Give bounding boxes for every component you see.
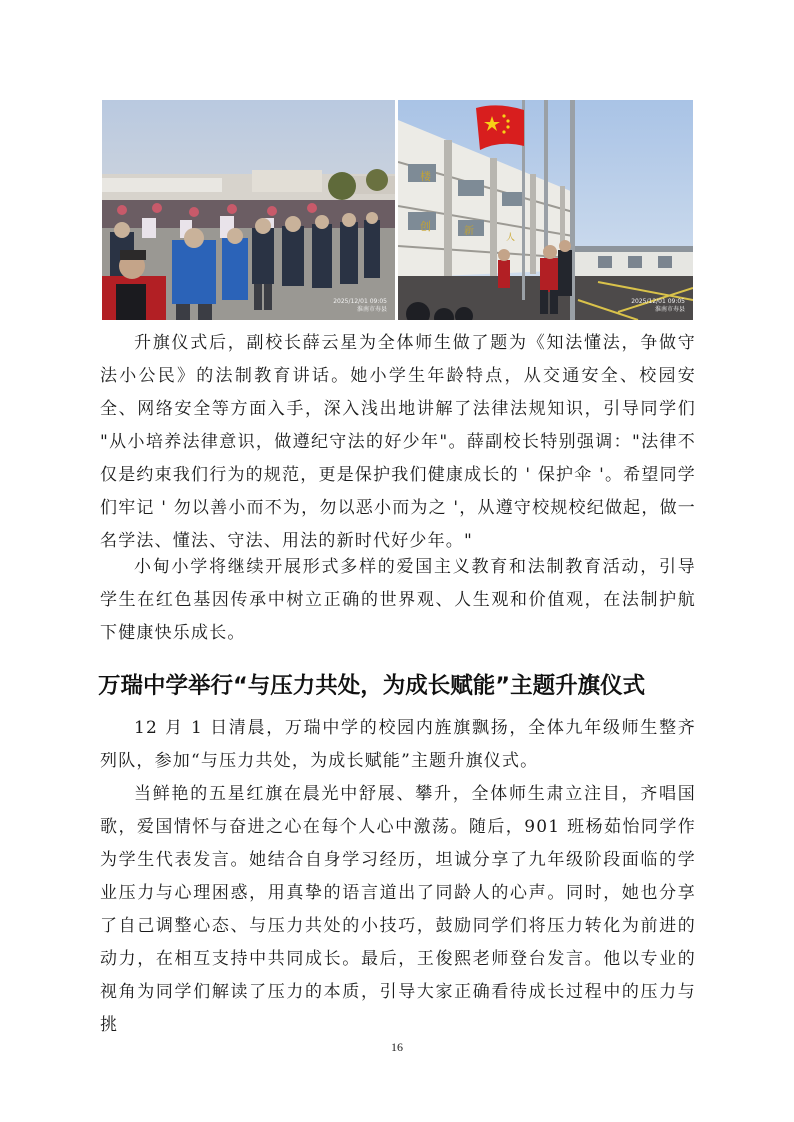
- photo-timestamp: [631, 298, 685, 314]
- timestamp-time: 2025/12/01 09:05: [631, 298, 685, 305]
- photo-students-saluting: [102, 100, 395, 320]
- photo-flag-raising: [398, 100, 693, 320]
- photo-timestamp: [333, 298, 387, 314]
- students-saluting-image: [102, 100, 395, 320]
- page-number: 16: [391, 1040, 403, 1054]
- building-sign-char: 人: [506, 233, 516, 243]
- flag-raising-image: [398, 100, 693, 320]
- paragraph-ceremony-intro: 12 月 1 日清晨，万瑞中学的校园内旌旗飘扬，全体九年级师生整齐列队，参加“与压力共处，为成长赋能”主题升旗仪式。: [100, 718, 696, 771]
- article-body: [100, 712, 696, 1042]
- timestamp-place: 淮南市寿县: [654, 306, 685, 313]
- timestamp-time: 2025/12/01 09:05: [333, 298, 387, 305]
- paragraph-future-activities: 小甸小学将继续开展形式多样的爱国主义教育和法制教育活动，引导学生在红色基因传承中树立正确的世界观、人生观和价值观，在法制护航下健康快乐成长。: [100, 557, 696, 643]
- building-sign-char: 楼: [420, 170, 431, 183]
- article-continuation: [100, 327, 696, 558]
- building-sign-char: 创: [420, 220, 431, 233]
- paragraph-legal-education-speech: 升旗仪式后，副校长薛云星为全体师生做了题为《知法懂法，争做守法小公民》的法制教育讲话。她小学生年龄特点，从交通安全、校园安全、网络安全等方面入手，深入浅出地讲解了法律法规知识，引导同学们 "从小培养法律意识，做遵纪守法的好少年"。薛副校长特别强调："法律不仅是约束我们行为的规范，更是保护我们健康成长的 ' 保护伞 '。希望同学们牢记 ' 勿以善小而不为，勿以恶小而为之 '，从遵守校规校纪做起，做一名学法、懂法、守法、用法的新时代好少年。": [100, 333, 696, 551]
- article-conclusion: [100, 551, 696, 650]
- timestamp-place: 淮南市寿县: [356, 306, 387, 313]
- paragraph-ceremony-details: 当鲜艳的五星红旗在晨光中舒展、攀升，全体师生肃立注目，齐唱国歌，爱国情怀与奋进之心在每个人心中激荡。随后，901 班杨茹怡同学作为学生代表发言。她结合自身学习经历，坦诚分享了九年级阶段面临的学业压力与心理困惑，用真挚的语言道出了同龄人的心声。同时，她也分享了自己调整心态、与压力共处的小技巧，鼓励同学们将压力转化为前进的动力，在相互支持中共同成长。最后，王俊熙老师登台发言。他以专业的视角为同学们解读了压力的本质，引导大家正确看待成长过程中的压力与挑: [100, 784, 696, 1035]
- building-sign-char: 新: [464, 226, 474, 237]
- section-heading: 万瑞中学举行“与压力共处，为成长赋能”主题升旗仪式: [98, 673, 646, 699]
